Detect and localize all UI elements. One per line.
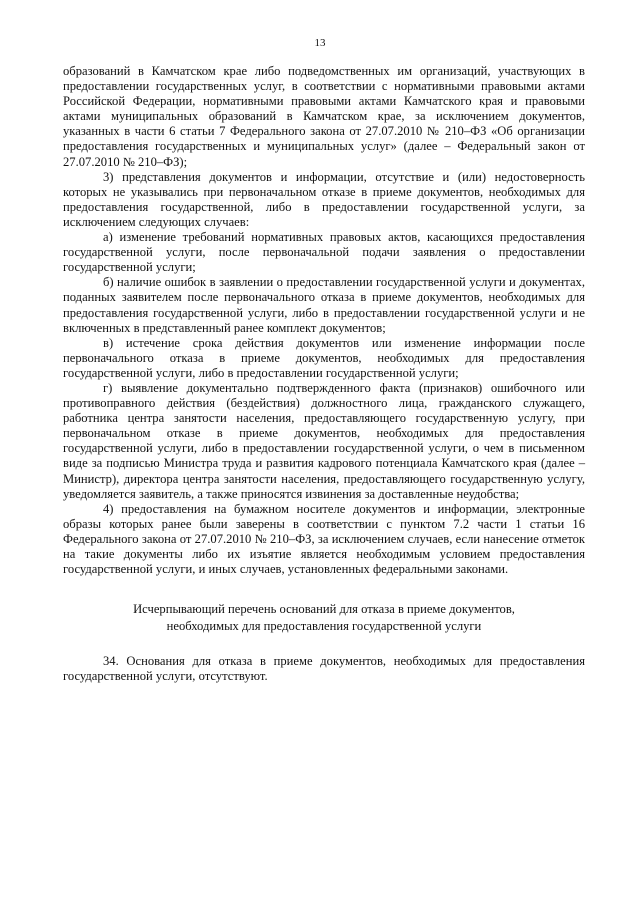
- paragraph-item-3g: г) выявление документально подтвержденного факта (признаков) ошибочного или противоправного действия (бездействия) должностного лица, гражданского служащего, работника центра занятости населения, предоставляющего государственную услугу, при первоначальном отказе в приеме документов, необходимых для предоставления государственной услуги, либо в предоставлении государственной услуги, о чем в письменном виде за подписью Министра труда и развития кадрового потенциала Камчатского края (далее – Министр), директора центра занятости населения, предоставляющего государственную услугу, уведомляется заявитель, а также приносятся извинения за доставленные неудобства;: [63, 380, 585, 501]
- page-number: 13: [314, 37, 326, 49]
- paragraph-item-3v: в) истечение срока действия документов или изменение информации после первоначального отказа в приеме документов, необходимых для предоставления государственной услуги, либо в предоставлении государственной услуги;: [63, 335, 585, 380]
- section-heading: [63, 601, 585, 635]
- section-heading-line-1: Исчерпывающий перечень оснований для отказа в приеме документов,: [133, 602, 515, 617]
- paragraph-34: 34. Основания для отказа в приеме документов, необходимых для предоставления государственной услуги, отсутствуют.: [63, 654, 585, 684]
- paragraph-continuation: образований в Камчатском крае либо подведомственных им организаций, участвующих в предоставлении государственных услуг, в соответствии с нормативными правовыми актами Российской Федерации, нормативными правовыми актами Камчатского края и правовыми актами муниципальных образований в Камчатском крае, за исключением документов, указанных в части 6 статьи 7 Федерального закона от 27.07.2010 № 210–ФЗ «Об организации предоставления государственных и муниципальных услуг» (далее – Федеральный закон от 27.07.2010 № 210–ФЗ);: [63, 64, 585, 169]
- document-body: [63, 64, 585, 684]
- section-heading-line-2: необходимых для предоставления государственной услуги: [166, 619, 482, 634]
- paragraph-item-3a: а) изменение требований нормативных правовых актов, касающихся предоставления государственной услуги, после первоначальной подачи заявления о предоставлении государственной услуги;: [63, 230, 585, 275]
- paragraph-item-3b: б) наличие ошибок в заявлении о предоставлении государственной услуги и документах, поданных заявителем после первоначального отказа в приеме документов, необходимых для предоставления государственной услуги, либо в предоставлении государственной услуги и не включенных в представленный ранее комплект документов;: [63, 275, 585, 335]
- paragraph-item-4: 4) предоставления на бумажном носителе документов и информации, электронные образы которых ранее были заверены в соответствии с пунктом 7.2 части 1 статьи 16 Федерального закона от 27.07.2010 № 210–ФЗ, за исключением случаев, если нанесение отметок на такие документы либо их изъятие является необходимым условием предоставления государственной услуги, и иных случаев, установленных федеральными законами.: [63, 501, 585, 577]
- paragraph-item-3: 3) представления документов и информации, отсутствие и (или) недостоверность которых не указывались при первоначальном отказе в приеме документов, необходимых для предоставления государственной, либо в предоставлении государственной услуги, за исключением следующих случаев:: [63, 169, 585, 229]
